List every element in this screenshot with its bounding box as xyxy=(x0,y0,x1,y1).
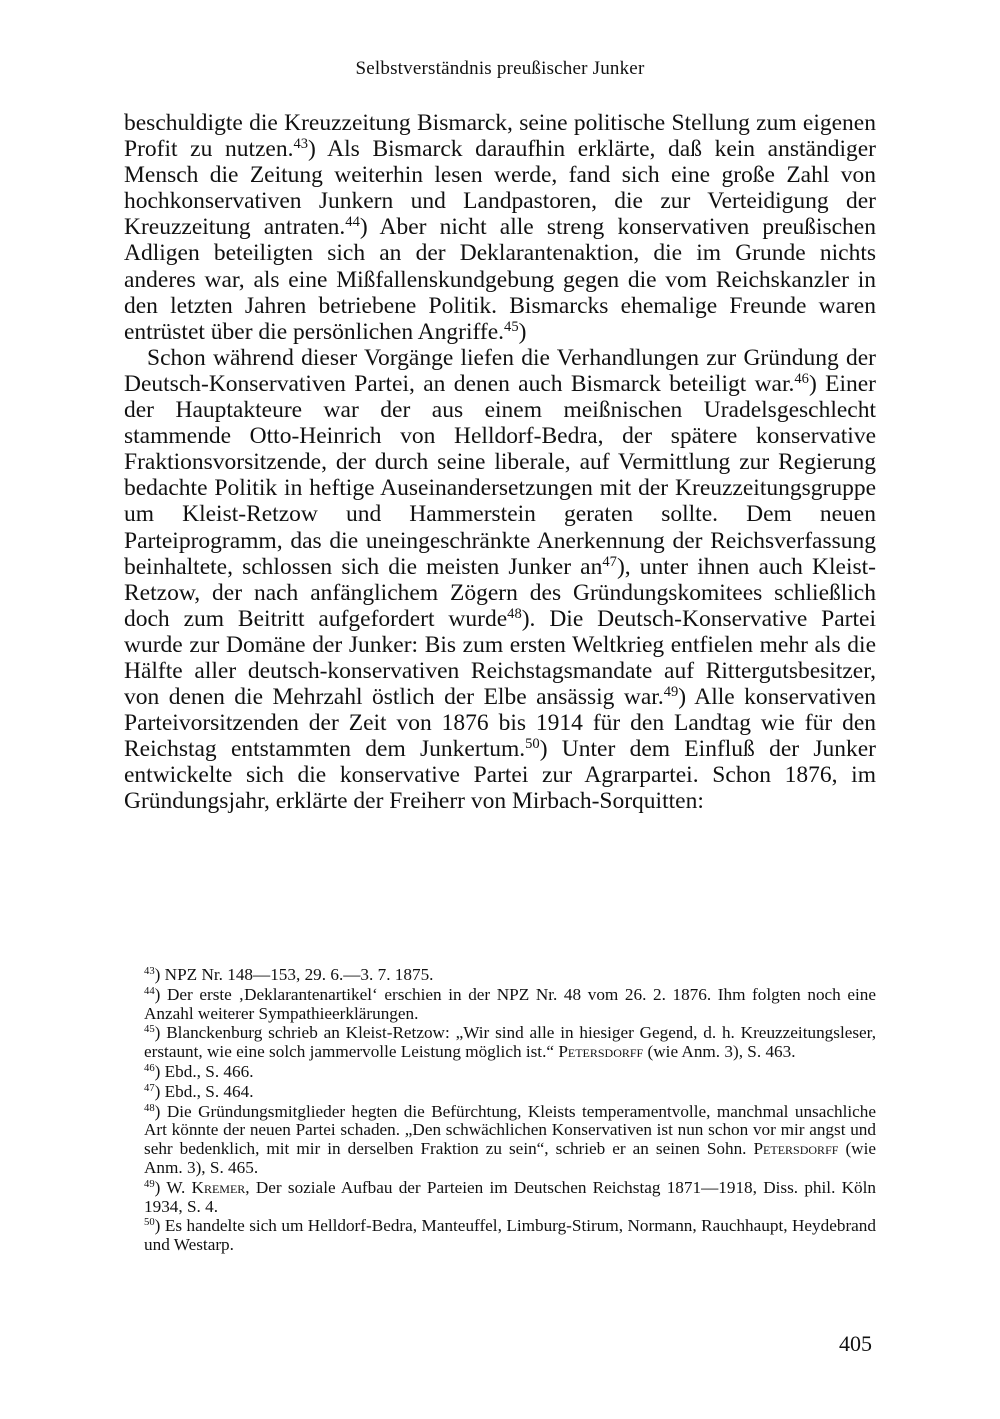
footnote-number: 43 xyxy=(144,966,155,978)
footnote-47 xyxy=(144,1083,876,1102)
footnote-text: ) Ebd., S. 464. xyxy=(154,1081,254,1101)
footnote-ref-49[interactable]: 49 xyxy=(663,684,679,701)
text-run: ). Die Deutsch-Konservative Partei wurde zur Domäne der Junker: Bis zum ersten Weltkrieg entfielen mehr als die Hälfte aller deutsch-konservativen Reichstagsmandate auf Rittergutsbesitzer, von denen die Mehrzahl östlich der Elbe ansässig war. xyxy=(124,605,876,711)
book-page xyxy=(124,0,876,1419)
footnote-ref-44[interactable]: 44 xyxy=(345,214,360,231)
main-text xyxy=(124,110,876,815)
footnote-number: 44 xyxy=(144,985,155,997)
footnote-text: (wie Anm. 3), S. 465. xyxy=(144,1139,876,1177)
footnote-text: , Der soziale Aufbau der Parteien im Deutschen Reichstag 1871—1918, Diss. phil. Köln 1934, S. 4. xyxy=(144,1177,876,1216)
author-name: Petersdorff xyxy=(753,1139,839,1159)
footnote-text: ) Die Gründungsmitglieder hegten die Befürchtung, Kleists temperamentvolle, manchmal unsachliche Art könnte der neuen Partei schaden. „Den schwächlichen Konservativen ist nun schon vor mir angst und sehr bedenklich, mit mir in derselben Fraktion zu sein“, schrieb er an seinen Sohn. xyxy=(144,1101,876,1159)
footnote-text: ) Blanckenburg schrieb an Kleist-Retzow: „Wir sind alle in hiesiger Gegend, d. h. Kreuzzeitungsleser, erstaunt, wie eine solch jammervolle Leistung möglich ist.“ xyxy=(144,1023,876,1062)
footnote-text: (wie Anm. 3), S. 463. xyxy=(643,1042,796,1062)
text-run: ), unter ihnen auch Kleist-Retzow, der nach anfänglichem Zögern des Gründungskomitees schließlich doch zum Beitritt aufgefordert wurde xyxy=(124,553,877,632)
text-run: ) xyxy=(518,318,527,345)
footnote-44 xyxy=(144,986,876,1024)
footnote-46 xyxy=(144,1063,876,1082)
footnote-text: ) Der erste ‚Deklarantenartikel‘ erschien in der NPZ Nr. 48 vom 26. 2. 1876. Ihm folgten noch eine Anzahl weiterer Sympathieerklärungen. xyxy=(144,984,876,1023)
footnote-49 xyxy=(144,1179,876,1217)
text-run: ) Als Bismarck daraufhin erklärte, daß kein anständiger Mensch die Zeitung weiterhin lesen werde, fand sich eine große Zahl von hochkonservativen Junkern und Landpastoren, die zur Verteidigung der Kreuzzeitung antraten. xyxy=(124,136,876,241)
footnote-ref-45[interactable]: 45 xyxy=(504,318,519,335)
running-header: Selbstverständnis preußischer Junker xyxy=(355,58,645,79)
footnote-text: ) W. xyxy=(154,1177,192,1197)
page-number: 405 xyxy=(839,1331,872,1356)
footnote-text: ) NPZ Nr. 148—153, 29. 6.—3. 7. 1875. xyxy=(154,965,434,984)
author-name: Petersdorff xyxy=(558,1042,644,1062)
footnote-number: 45 xyxy=(144,1024,155,1036)
footnote-ref-43[interactable]: 43 xyxy=(293,136,309,153)
footnote-ref-46[interactable]: 46 xyxy=(794,370,809,387)
text-run: beschuldigte die Kreuzzeitung Bismarck, seine politische Stellung zum eigenen Profit zu nutzen. xyxy=(124,110,876,163)
footnote-43 xyxy=(144,966,876,985)
paragraph-2 xyxy=(124,345,876,815)
footnote-number: 47 xyxy=(144,1082,155,1094)
footnote-number: 46 xyxy=(144,1063,155,1075)
footnote-50 xyxy=(144,1217,876,1255)
footnote-number: 49 xyxy=(144,1178,155,1190)
text-run: ) Unter dem Einfluß der Junker entwickelte sich die konservative Partei zur Agrarpartei. Schon 1876, im Gründungsjahr, erklärte der Freiherr von Mirbach-Sorquitten: xyxy=(124,736,877,815)
footnote-number: 48 xyxy=(144,1102,155,1114)
footnote-ref-47[interactable]: 47 xyxy=(602,553,617,570)
footnote-ref-50[interactable]: 50 xyxy=(525,736,540,753)
paragraph-1 xyxy=(124,110,876,345)
footnote-45 xyxy=(144,1024,876,1062)
footnote-text: ) Es handelte sich um Helldorf-Bedra, Manteuffel, Limburg-Stirum, Normann, Rauchhaupt, Heydebrand und Westarp. xyxy=(144,1216,876,1255)
author-name: Kremer xyxy=(191,1177,246,1197)
footnote-ref-48[interactable]: 48 xyxy=(507,605,522,622)
footnote-48 xyxy=(144,1103,876,1178)
text-run: ) Einer der Hauptakteure war der aus einem meißnischen Uradelsgeschlecht stammende Otto-Heinrich von Helldorf-Bedra, der spätere konservative Fraktionsvorsitzende, der durch seine liberale, auf Vermittlung zur Regierung bedachte Politik in heftige Auseinandersetzungen mit der Kreuzzeitungsgruppe um Kleist-Retzow und Hammerstein geraten sollte. Dem neuen Parteiprogramm, das die uneingeschränkte Anerkennung der Reichsverfassung beinhaltete, schlossen sich die meisten Junker an xyxy=(124,370,876,580)
text-run: Schon während dieser Vorgänge liefen die Verhandlungen zur Gründung der Deutsch-Konservativen Partei, an denen auch Bismarck beteiligt war. xyxy=(124,344,876,397)
footnote-text: ) Ebd., S. 466. xyxy=(154,1061,254,1081)
text-run: ) Aber nicht alle streng konservativen preußischen Adligen beteiligten sich an der Deklarantenaktion, die im Grunde nichts anderes war, als eine Mißfallenskundgebung gegen die vom Reichskanzler in den letzten Jahren betriebene Politik. Bismarcks ehemalige Freunde waren entrüstet über die persönlichen Angriffe. xyxy=(124,214,876,345)
text-run: ) Alle konservativen Parteivorsitzenden der Zeit von 1876 bis 1914 für den Landtag wie für den Reichstag entstammten dem Junkertum. xyxy=(124,684,877,763)
footnote-number: 50 xyxy=(144,1217,155,1229)
footnotes xyxy=(144,966,876,1256)
